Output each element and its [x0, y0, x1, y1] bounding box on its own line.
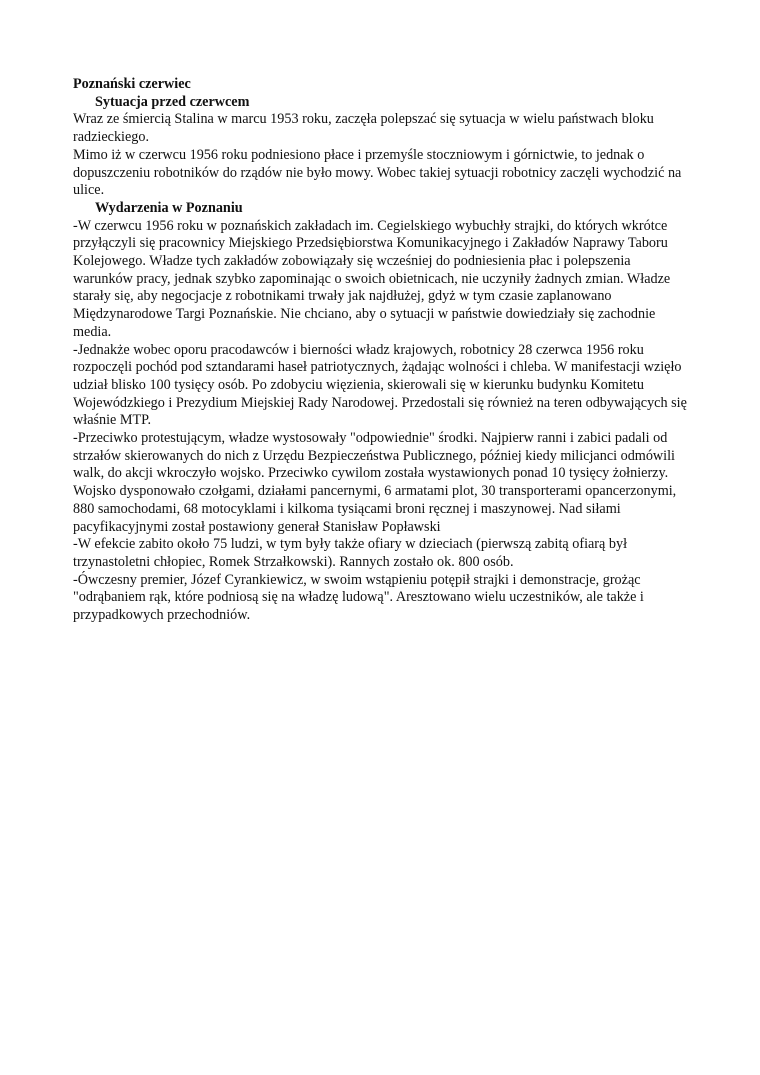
paragraph: -Jednakże wobec oporu pracodawców i bierności władz krajowych, robotnicy 28 czerwca 1956 roku rozpoczęli pochód pod sztandarami haseł patriotycznych, żądając wolności i chleba. W manifestacji wzięło udział blisko 100 tysięcy osób. Po zdobyciu więzienia, skierowali się w kierunku budynku Komitetu Wojewódzkiego i Prezydium Miejskiej Rady Narodowej. Przedostali się również na teren odbywających się właśnie MTP.	[73, 341, 687, 429]
section-heading-situation: Sytuacja przed czerwcem	[95, 93, 250, 110]
paragraph: -Ówczesny premier, Józef Cyrankiewicz, w swoim wstąpieniu potępił strajki i demonstracje, grożąc "odrąbaniem rąk, które podniosą się na władzę ludową". Aresztowano wielu uczestników, ale także i przypadkowych przechodniów.	[73, 571, 644, 624]
paragraph: Mimo iż w czerwcu 1956 roku podniesiono płace i przemyśle stoczniowym i górnictwie, to jednak o dopuszczeniu robotników do rządów nie było mowy. Wobec takiej sytuacji robotnicy zaczęli wychodzić na ulice.	[73, 146, 682, 199]
section-heading-events: Wydarzenia w Poznaniu	[95, 199, 243, 216]
document-page	[73, 76, 693, 625]
paragraph: -Przeciwko protestującym, władze wystosowały "odpowiednie" środki. Najpierw ranni i zabici padali od strzałów skierowanych do nich z Urzędu Bezpieczeństwa Publicznego, później kiedy milicjanci odmówili walk, do akcji wkroczyło wojsko. Przeciwko cywilom została wystawionych ponad 10 tysięcy żołnierzy. Wojsko dysponowało czołgami, działami pancernymi, 6 armatami plot, 30 transporterami opancerzonymi, 880 samochodami, 68 motocyklami i kilkoma tysiącami broni ręcznej i maszynowej. Nad siłami pacyfikacyjnymi został postawiony generał Stanisław Popławski	[73, 430, 677, 535]
paragraph: -W czerwcu 1956 roku w poznańskich zakładach im. Cegielskiego wybuchły strajki, do których wkrótce przyłączyli się pracownicy Miejskiego Przedsiębiorstwa Komunikacyjnego i Zakładów Naprawy Taboru Kolejowego. Władze tych zakładów zobowiązały się wcześniej do podniesienia płac i polepszenia warunków pracy, jednak szybko zapominając o swoich obietnicach, nie uczyniły żadnych zmian. Władze starały się, aby negocjacje z robotnikami trwały jak najdłużej, gdyż w tym czasie zaplanowano Międzynarodowe Targi Poznańskie. Nie chciano, aby o sytuacji w państwie dowiedziały się zachodnie media.	[73, 217, 671, 340]
document-title: Poznański czerwiec	[73, 76, 191, 92]
paragraph: -W efekcie zabito około 75 ludzi, w tym były także ofiary w dzieciach (pierwszą zabitą ofiarą był trzynastoletni chłopiec, Romek Strzałkowski). Rannych zostało ok. 800 osób.	[73, 536, 628, 570]
paragraph: Wraz ze śmiercią Stalina w marcu 1953 roku, zaczęła polepszać się sytuacja w wielu państwach bloku radzieckiego.	[73, 111, 654, 146]
